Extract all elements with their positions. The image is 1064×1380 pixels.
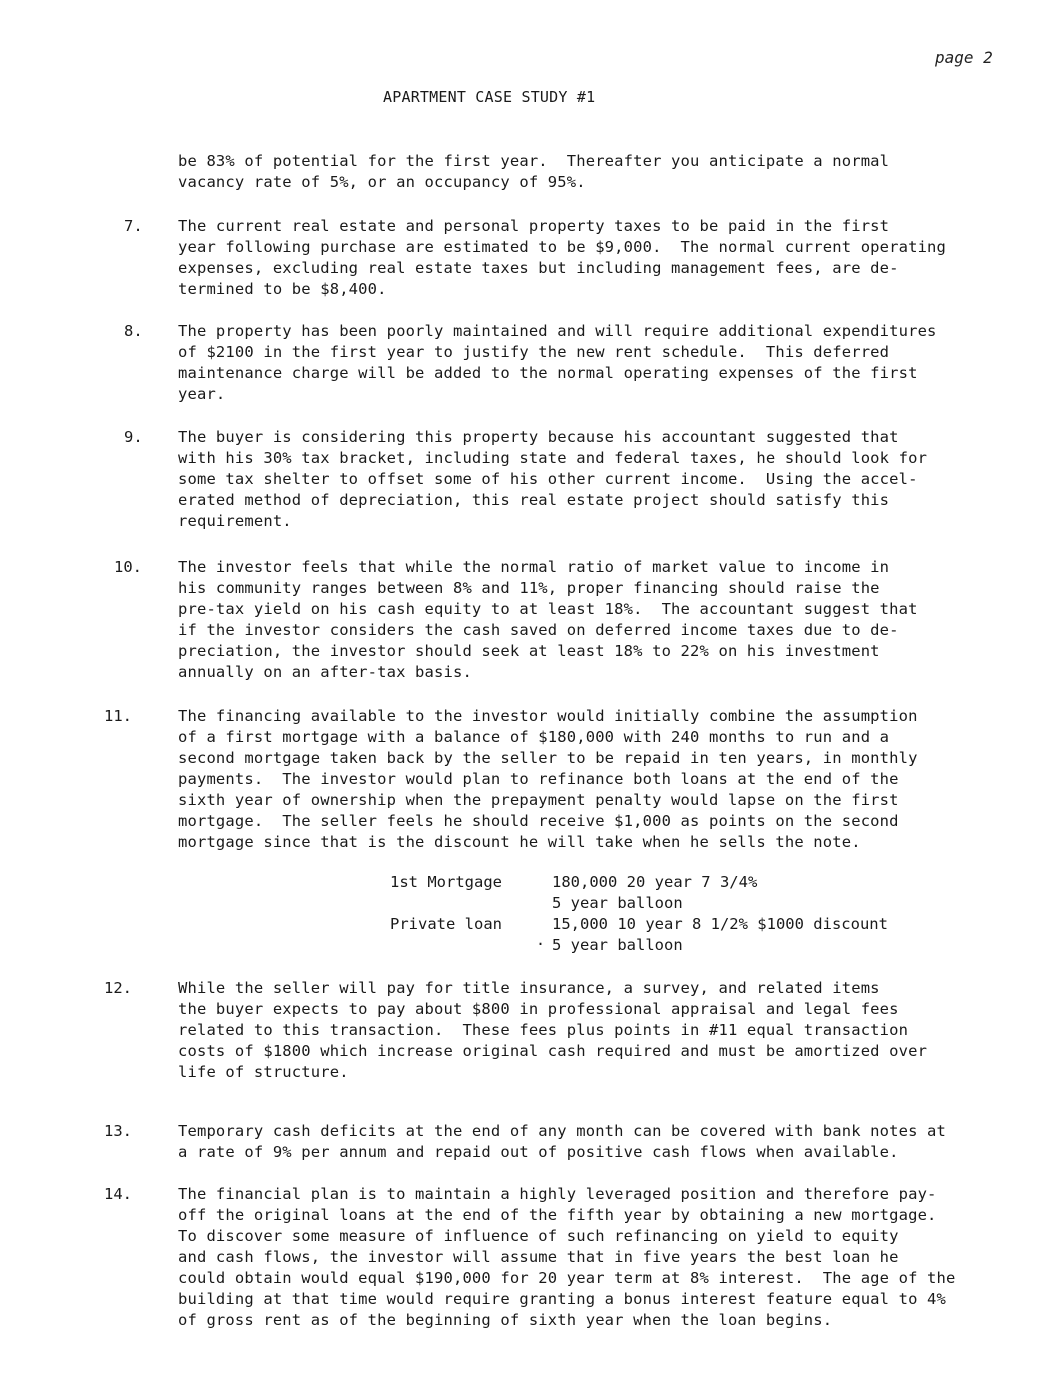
item-number: 14. (104, 1185, 132, 1203)
item-text: The buyer is considering this property because his accountant suggested that with his 30% tax bracket, including state and federal taxes, he should look for some tax shelter to offset some of his other current income. Using the accel- erated method of depreciation, this real estate project should satisfy this requirement. (178, 428, 928, 530)
loan-balloon: 5 year balloon (552, 936, 683, 954)
item-text: The current real estate and personal property taxes to be paid in the first year following purchase are estimated to be $9,000. The normal current operating expenses, excluding real estate taxes but including management fees, are de- termined to be $8,400. (178, 217, 947, 298)
page-number: page 2 (935, 48, 993, 67)
item-text: The investor feels that while the normal ratio of market value to income in his community ranges between 8% and 11%, proper financing should raise the pre-tax yield on his cash equity to at least 18%. The accountant suggest that if the investor considers the cash saved on deferred income taxes due to de- preciation, the investor should seek at least 18% to 22% on his investment annually on an after-tax basis. (178, 558, 918, 681)
loan-terms: 15,000 10 year 8 1/2% $1000 discount (552, 915, 888, 933)
loan-row-first-mortgage-balloon (390, 893, 888, 914)
loan-label: Private loan (390, 915, 502, 933)
item-text: While the seller will pay for title insurance, a survey, and related items the buyer expects to pay about $800 in professional appraisal and legal fees related to this transaction. These fees plus points in #11 equal transaction costs of $1800 which increase original cash required and must be amortized over life of structure. (178, 979, 928, 1081)
item-number: 7. (124, 217, 143, 235)
item-number: 10. (114, 558, 142, 576)
loan-balloon: 5 year balloon (552, 894, 683, 912)
item-number: 9. (124, 428, 143, 446)
loan-terms: 180,000 20 year 7 3/4% (552, 873, 758, 891)
item-number: 8. (124, 322, 143, 340)
item-text: The financing available to the investor would initially combine the assumption of a first mortgage with a balance of $180,000 with 240 months to run and a second mortgage taken back by the seller to be repaid in ten years, in monthly payments. The investor would plan to refinance both loans at the end of the sixth year of ownership when the prepayment penalty would lapse on the first mortgage. The seller feels he should receive $1,000 as points on the second mortgage since that is the discount he will take when he sells the note. (178, 707, 918, 851)
item-text: The financial plan is to maintain a highly leveraged position and therefore pay- off the original loans at the end of the fifth year by obtaining a new mortgage. To discover some measure of influence of such refinancing on yield to equity and cash flows, the investor will assume that in five years the best loan he could obtain would equal $190,000 for 20 year term at 8% interest. The age of the building at that time would require granting a bonus interest feature equal to 4% of gross rent as of the beginning of sixth year when the loan begins. (178, 1185, 956, 1329)
intro-paragraph: be 83% of potential for the first year. Thereafter you anticipate a normal vacancy rate of 5%, or an occupancy of 95%. (178, 152, 890, 191)
loan-row-private-loan (390, 914, 888, 935)
loan-table (390, 872, 888, 956)
item-number: 13. (104, 1122, 132, 1140)
loan-row-first-mortgage (390, 872, 888, 893)
item-number: 12. (104, 979, 132, 997)
loan-row-private-loan-balloon (390, 935, 888, 956)
stray-mark: · (536, 935, 546, 953)
item-text: Temporary cash deficits at the end of any month can be covered with bank notes at a rate of 9% per annum and repaid out of positive cash flows when available. (178, 1122, 947, 1161)
item-number: 11. (104, 707, 132, 725)
loan-label: 1st Mortgage (390, 873, 502, 891)
document-title: APARTMENT CASE STUDY #1 (383, 88, 596, 106)
item-text: The property has been poorly maintained and will require additional expenditures of $2100 in the first year to justify the new rent schedule. This deferred maintenance charge will be added to the normal operating expenses of the first year. (178, 322, 937, 403)
